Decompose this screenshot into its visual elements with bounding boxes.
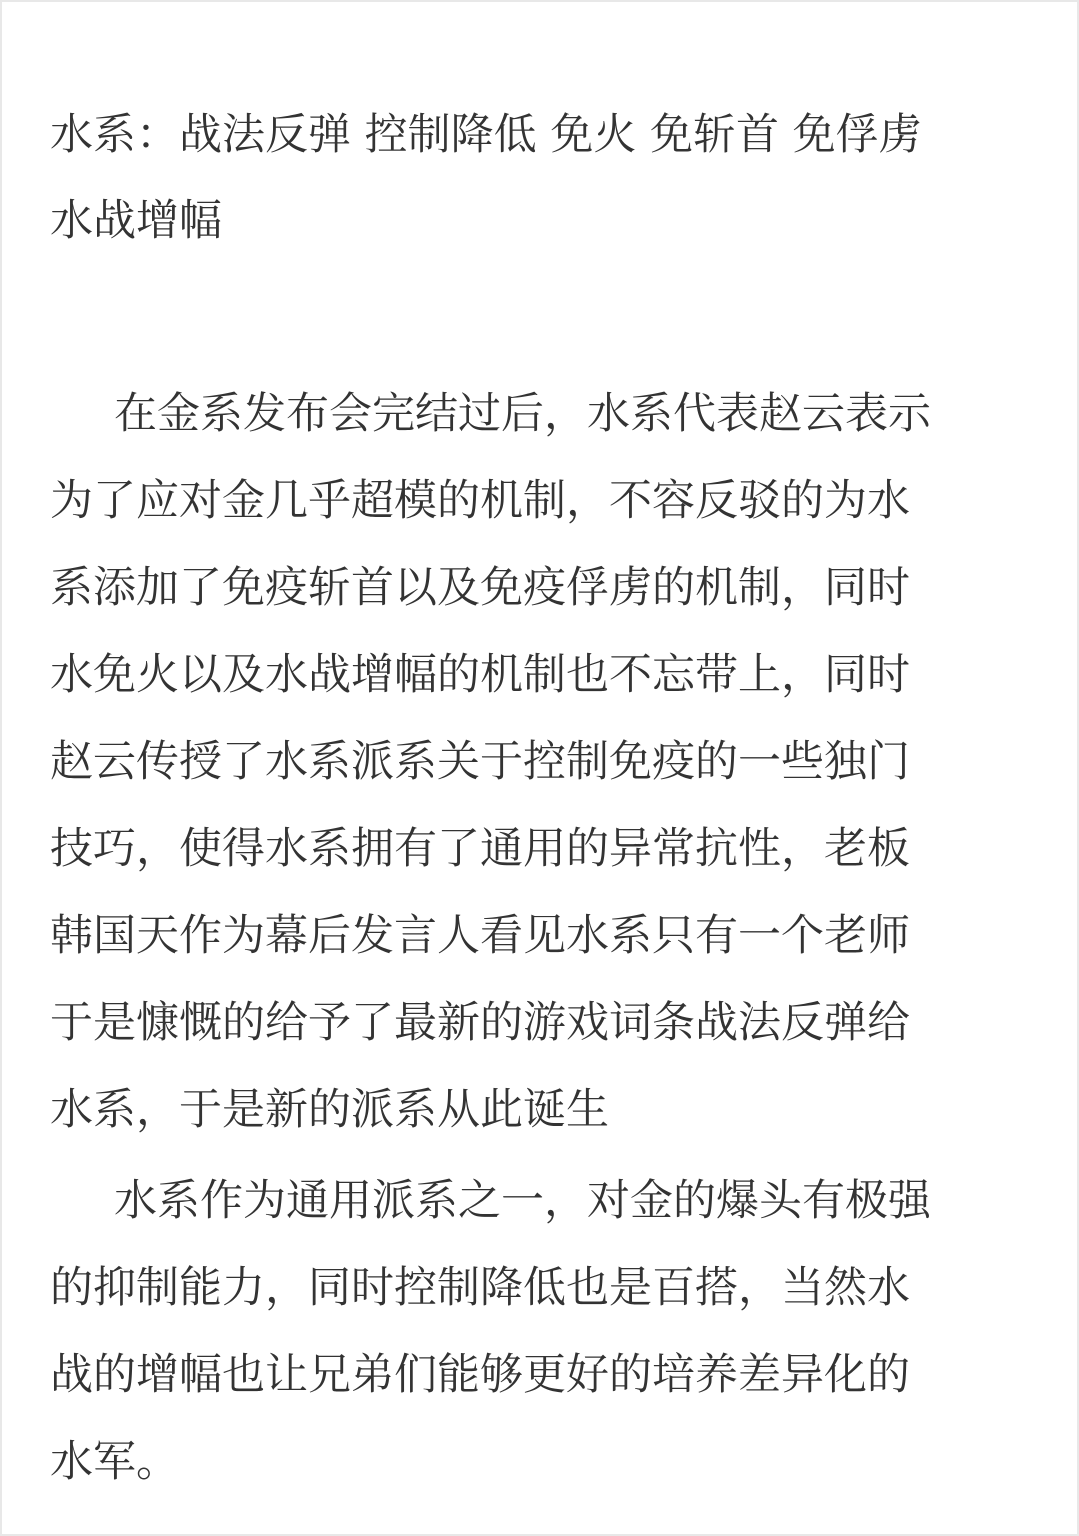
paragraph-line: 水免火以及水战增幅的机制也不忘带上，同时 (50, 650, 910, 700)
paragraph-1 (50, 371, 1030, 1154)
paragraph-line: 水系作为通用派系之一，对金的爆头有极强 (114, 1176, 931, 1226)
paragraph-line: 水系，于是新的派系从此诞生 (50, 1085, 609, 1135)
paragraph-line: 为了应对金几乎超模的机制，不容反驳的为水 (50, 476, 910, 526)
paragraph-line: 战的增幅也让兄弟们能够更好的培养差异化的 (50, 1350, 910, 1400)
paragraph-line: 技巧，使得水系拥有了通用的异常抗性，老板 (50, 824, 910, 874)
paragraph-line: 于是慷慨的给予了最新的游戏词条战法反弹给 (50, 998, 910, 1048)
paragraph-2 (50, 1158, 1030, 1506)
paragraph-line: 在金系发布会完结过后，水系代表赵云表示 (114, 389, 931, 439)
header-line: 水系：战法反弹 控制降低 免火 免斩首 免俘虏 (50, 110, 922, 160)
paragraph-line: 赵云传授了水系派系关于控制免疫的一些独门 (50, 737, 910, 787)
paragraph-line: 水军。 (50, 1437, 179, 1487)
header-line: 水战增幅 (50, 196, 222, 246)
header-block (50, 92, 1030, 264)
paragraph-line: 系添加了免疫斩首以及免疫俘虏的机制，同时 (50, 563, 910, 613)
paragraph-line: 韩国天作为幕后发言人看见水系只有一个老师 (50, 911, 910, 961)
paragraph-line: 的抑制能力，同时控制降低也是百搭，当然水 (50, 1263, 910, 1313)
